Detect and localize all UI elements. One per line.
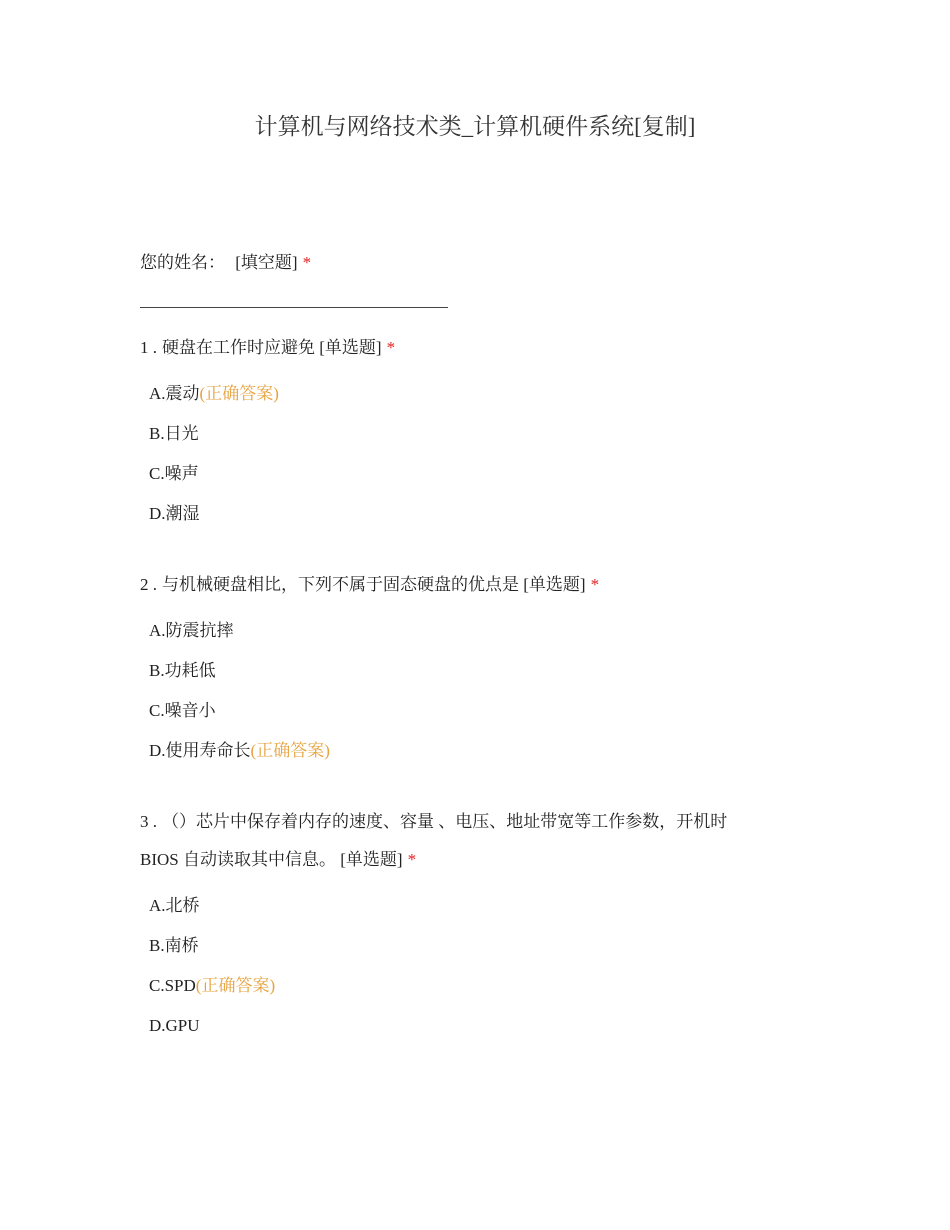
option-label: B.功耗低	[149, 661, 216, 680]
question-text-continued: BIOS 自动读取其中信息。	[140, 850, 336, 869]
required-mark: *	[302, 253, 312, 272]
question-number: 1 .	[140, 338, 157, 357]
option-b[interactable]	[140, 651, 820, 691]
correct-answer-tag: (正确答案)	[199, 384, 279, 403]
option-d[interactable]	[140, 731, 820, 771]
name-label: 您的姓名：	[140, 253, 225, 272]
option-c[interactable]	[140, 691, 820, 731]
option-label: A.防震抗摔	[149, 621, 234, 640]
option-label: A.震动	[149, 384, 200, 403]
survey-content	[140, 248, 820, 1046]
option-c[interactable]	[140, 454, 820, 494]
name-question	[140, 248, 820, 278]
option-label: B.南桥	[149, 936, 199, 955]
page-title: 计算机与网络技术类_计算机硬件系统[复制]	[254, 114, 696, 139]
option-label: A.北桥	[149, 896, 200, 915]
option-label: D.GPU	[149, 1016, 200, 1035]
option-label: C.SPD	[149, 976, 196, 995]
question-number: 2 .	[140, 575, 157, 594]
question-1	[140, 329, 820, 534]
question-title	[140, 803, 820, 879]
question-type-tag: [单选题]	[340, 850, 403, 869]
question-type-tag: [单选题]	[523, 575, 586, 594]
required-mark: *	[590, 575, 600, 594]
option-label: D.使用寿命长	[149, 741, 251, 760]
question-title	[140, 329, 820, 367]
option-c[interactable]	[140, 966, 820, 1006]
option-list	[140, 611, 820, 771]
option-label: B.日光	[149, 424, 199, 443]
question-text: 与机械硬盘相比，下列不属于固态硬盘的优点是	[162, 575, 519, 594]
correct-answer-tag: (正确答案)	[195, 976, 276, 995]
question-number: 3 .	[140, 812, 157, 831]
option-label: C.噪音小	[149, 701, 216, 720]
option-label: D.潮湿	[149, 504, 200, 523]
name-type-tag: [填空题]	[235, 253, 298, 272]
option-a[interactable]	[140, 374, 820, 414]
option-list	[140, 886, 820, 1046]
question-text: （）芯片中保存着内存的速度、容量 、电压、地址带宽等工作参数，开机时	[162, 812, 728, 831]
question-title-line-2	[140, 841, 820, 879]
correct-answer-tag: (正确答案)	[250, 741, 330, 760]
question-2	[140, 566, 820, 771]
name-input-line[interactable]	[140, 306, 448, 308]
question-text: 硬盘在工作时应避免	[162, 338, 315, 357]
question-type-tag: [单选题]	[319, 338, 382, 357]
question-title	[140, 566, 820, 604]
option-d[interactable]	[140, 494, 820, 534]
question-title-line-1	[140, 803, 820, 841]
option-b[interactable]	[140, 414, 820, 454]
option-list	[140, 374, 820, 534]
required-mark: *	[386, 338, 396, 357]
option-label: C.噪声	[149, 464, 199, 483]
option-a[interactable]	[140, 611, 820, 651]
required-mark: *	[407, 850, 417, 869]
question-3	[140, 803, 820, 1046]
option-d[interactable]	[140, 1006, 820, 1046]
option-a[interactable]	[140, 886, 820, 926]
option-b[interactable]	[140, 926, 820, 966]
